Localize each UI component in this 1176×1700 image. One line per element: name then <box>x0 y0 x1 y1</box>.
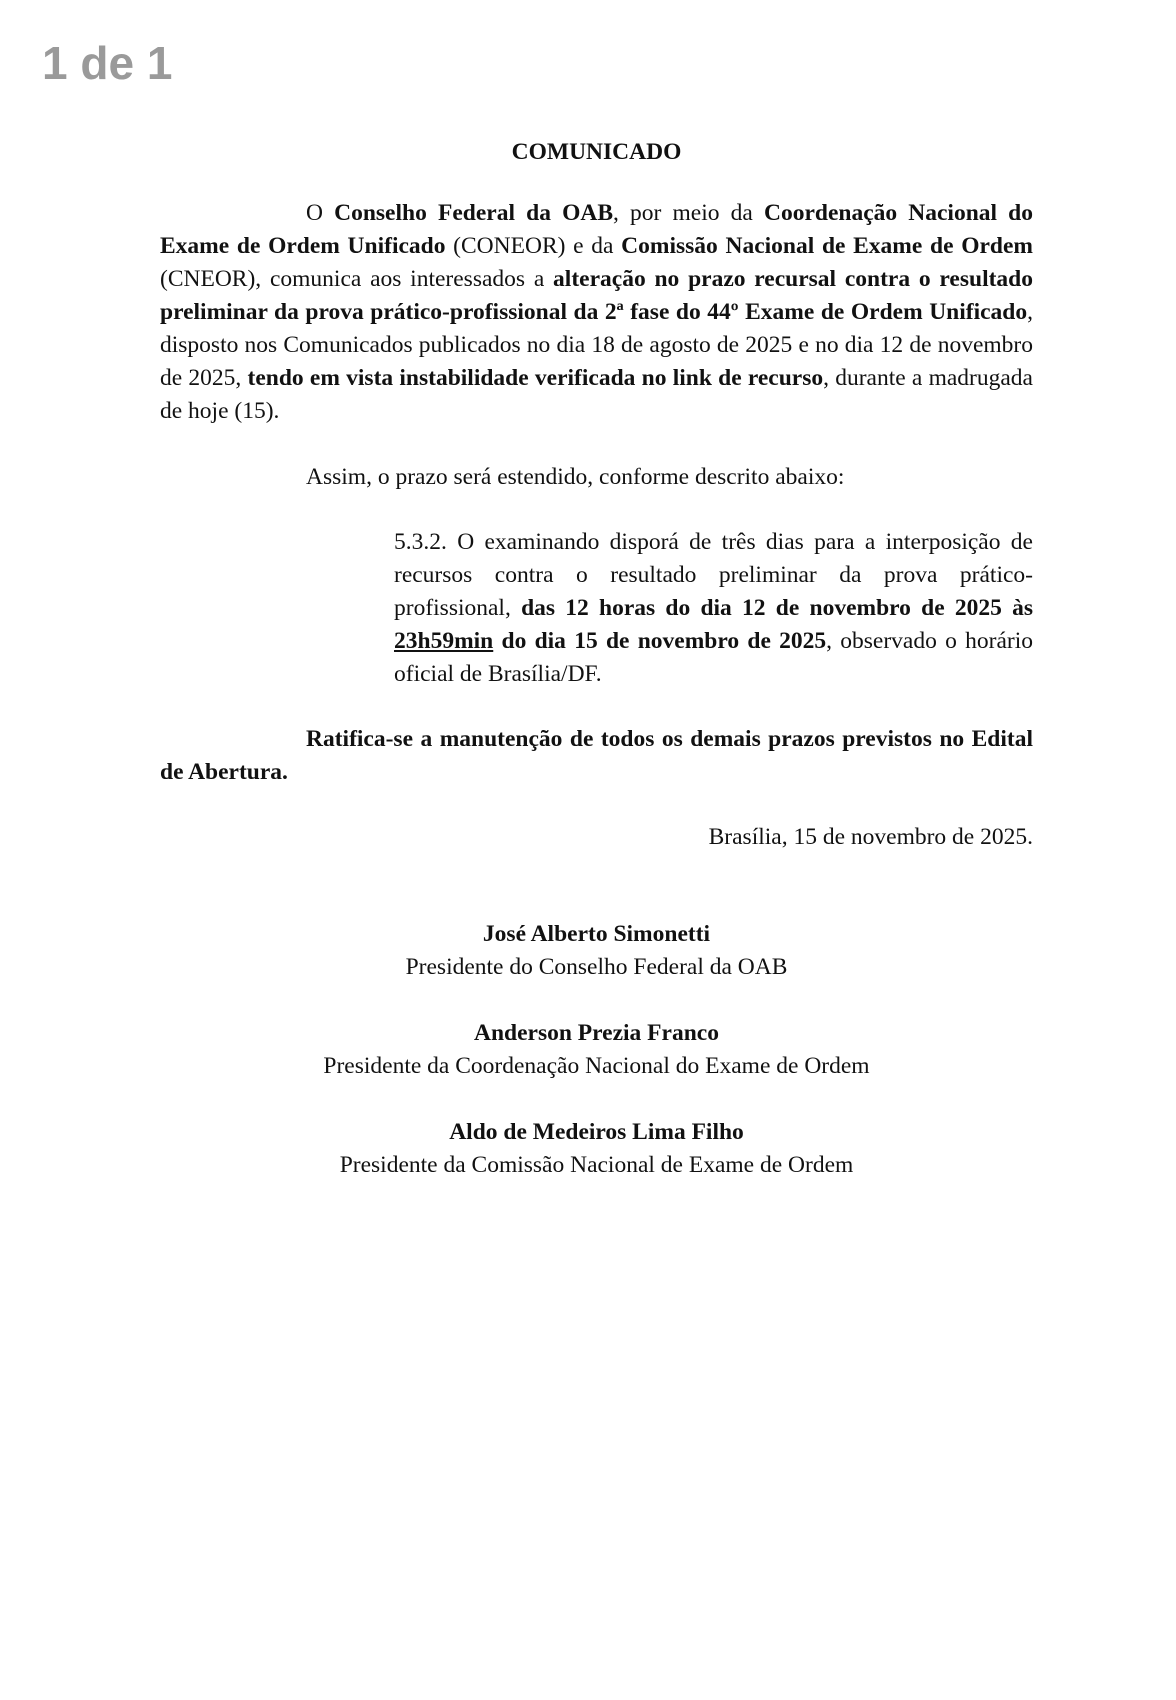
signatory-role: Presidente do Conselho Federal da OAB <box>405 954 788 980</box>
signatory-name: Aldo de Medeiros Lima Filho <box>449 1119 744 1145</box>
signatory-role: Presidente da Comissão Nacional de Exame de Ordem <box>339 1152 854 1178</box>
signature-block <box>160 1116 1033 1182</box>
text: , por meio da <box>613 200 764 226</box>
bold-underlined-text <box>394 628 493 654</box>
bold-text: Coordenação Nacional do Exame de Ordem Unificado <box>160 200 1034 259</box>
signatory-name: Anderson Prezia Franco <box>474 1020 719 1046</box>
quoted-clause <box>394 526 1033 691</box>
paragraph-announcement <box>160 197 1033 428</box>
text: (CNEOR), comunica aos interessados a <box>160 266 554 292</box>
bold-text: do dia 15 de novembro de 2025 <box>493 628 827 654</box>
text: , durante a madrugada de hoje (15). <box>160 365 1033 424</box>
underlined-text: 23h59min <box>394 628 494 654</box>
text: , disposto nos Comunicados publicados no dia 18 de agosto de 2025 e no dia 12 de novembro de 2025, <box>160 299 1033 391</box>
signatory-role: Presidente da Coordenação Nacional do Exame de Ordem <box>323 1053 870 1079</box>
bold-text: alteração no prazo recursal contra o resultado preliminar da prova prático-profissional da 2ª fase do 44º Exame de Ordem Unificado <box>160 266 1033 325</box>
paragraph-ratification: Ratifica-se a manutenção de todos os demais prazos previstos no Edital de Abertura. <box>160 726 1033 785</box>
text: , observado o horário oficial de Brasília/DF. <box>394 628 1033 687</box>
bold-text: tendo em vista instabilidade verificada no link de recurso <box>247 365 824 391</box>
page-indicator: 1 de 1 <box>42 37 173 89</box>
paragraph-extension: Assim, o prazo será estendido, conforme descrito abaixo: <box>306 464 845 490</box>
document-title: COMUNICADO <box>511 139 682 165</box>
bold-text: Comissão Nacional de Exame de Ordem <box>621 233 1033 259</box>
place-date: Brasília, 15 de novembro de 2025. <box>708 824 1033 850</box>
text: O <box>306 200 335 226</box>
signature-block <box>160 918 1033 984</box>
bold-text: das 12 horas do dia 12 de novembro de 2025 às <box>521 595 1033 621</box>
text: (CONEOR) e da <box>445 233 622 259</box>
signature-block <box>160 1017 1033 1083</box>
document-page <box>160 136 1033 1182</box>
bold-text: Conselho Federal da OAB <box>334 200 614 226</box>
signatory-name: José Alberto Simonetti <box>482 921 711 947</box>
text: 5.3.2. O examinando disporá de três dias para a interposição de recursos contra o resultado preliminar da prova prático-profissional, <box>394 529 1033 621</box>
